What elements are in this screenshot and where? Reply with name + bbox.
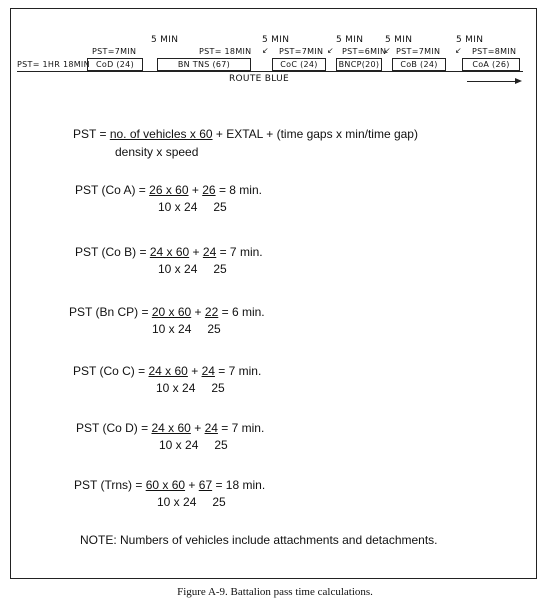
calc-den-extal: 25: [213, 262, 227, 276]
calc-lhs: PST (Bn CP) =: [69, 305, 149, 319]
unit-pst-label: PST= 18MIN: [199, 47, 252, 56]
calc-result: = 8 min.: [218, 183, 262, 197]
calc-numerator: 20 x 60: [151, 305, 192, 319]
formula-rest: + EXTAL + (time gaps x min/time gap): [215, 127, 418, 141]
total-pst-label: PST= 1HR 18MIN: [17, 60, 90, 69]
calc-result: = 7 min.: [221, 421, 265, 435]
calc-lhs: PST (Trns) =: [74, 478, 143, 492]
calc-extal: 67: [198, 478, 213, 492]
calc-den-extal: 25: [213, 200, 227, 214]
calc-plus: +: [191, 183, 199, 197]
calc-plus: +: [188, 478, 196, 492]
calc-den-main: 10 x 24: [159, 438, 199, 452]
note-text: NOTE: Numbers of vehicles include attachments and detachments.: [80, 533, 438, 547]
calc-plus: +: [191, 364, 199, 378]
gap-arrow-icon: ↙: [262, 46, 270, 55]
general-formula: [73, 127, 418, 141]
formula-numerator: no. of vehicles x 60: [109, 127, 213, 141]
direction-arrow-icon: [467, 81, 519, 82]
unit-pst-label: PST=7MIN: [279, 47, 324, 56]
calc-den-extal: 25: [211, 381, 225, 395]
calc-den-extal: 25: [207, 322, 221, 336]
calc-row: [75, 183, 262, 197]
calc-extal: 24: [202, 245, 217, 259]
unit-box-co-d: CoD (24): [87, 58, 143, 71]
calc-extal: 22: [204, 305, 219, 319]
calc-plus: +: [194, 305, 202, 319]
calc-lhs: PST (Co C) =: [73, 364, 146, 378]
calc-row: [76, 421, 264, 435]
formula-denominator: density x speed: [115, 145, 199, 159]
gap-label: 5 MIN: [456, 35, 484, 45]
calc-row: [69, 305, 265, 319]
calc-denominator: [159, 438, 228, 452]
calc-den-main: 10 x 24: [156, 381, 196, 395]
calc-numerator: 24 x 60: [149, 245, 190, 259]
calc-extal: 26: [202, 183, 216, 197]
unit-box-co-c: CoC (24): [272, 58, 326, 71]
route-diagram: [0, 0, 550, 110]
calc-result: = 18 min.: [215, 478, 266, 492]
calc-den-main: 10 x 24: [158, 200, 198, 214]
calc-row: [74, 478, 265, 492]
calc-lhs: PST (Co D) =: [76, 421, 149, 435]
unit-pst-label: PST=7MIN: [92, 47, 137, 56]
arrow-head-icon: [515, 78, 522, 84]
calc-result: = 7 min.: [219, 245, 263, 259]
calc-plus: +: [194, 421, 202, 435]
calc-result: = 7 min.: [218, 364, 262, 378]
calc-numerator: 26 x 60: [149, 183, 189, 197]
unit-box-co-b: CoB (24): [392, 58, 446, 71]
calc-result: = 6 min.: [221, 305, 265, 319]
unit-pst-label: PST=6MIN: [342, 47, 387, 56]
unit-box-bn-cp: BNCP(20): [336, 58, 382, 71]
gap-arrow-icon: ↙: [384, 46, 392, 55]
calc-numerator: 24 x 60: [151, 421, 191, 435]
calc-numerator: 60 x 60: [145, 478, 186, 492]
unit-box-bn-trns: BN TNS (67): [157, 58, 251, 71]
calc-lhs: PST (Co A) =: [75, 183, 146, 197]
calc-lhs: PST (Co B) =: [75, 245, 147, 259]
gap-label: 5 MIN: [336, 35, 364, 45]
calc-den-main: 10 x 24: [152, 322, 192, 336]
calc-extal: 24: [204, 421, 218, 435]
calc-extal: 24: [201, 364, 215, 378]
gap-arrow-icon: ↙: [327, 46, 335, 55]
calc-denominator: [158, 200, 227, 214]
calc-numerator: 24 x 60: [148, 364, 188, 378]
route-line: [17, 71, 523, 72]
formula-lhs: PST =: [73, 127, 107, 141]
calc-plus: +: [192, 245, 200, 259]
calc-denominator: [158, 262, 227, 276]
calc-den-extal: 25: [214, 438, 228, 452]
gap-label: 5 MIN: [151, 35, 179, 45]
unit-pst-label: PST=7MIN: [396, 47, 441, 56]
calc-denominator: [156, 381, 225, 395]
calc-den-main: 10 x 24: [158, 262, 198, 276]
gap-label: 5 MIN: [262, 35, 290, 45]
calc-den-main: 10 x 24: [157, 495, 197, 509]
unit-pst-label: PST=8MIN: [472, 47, 517, 56]
calc-row: [73, 364, 261, 378]
unit-box-co-a: CoA (26): [462, 58, 520, 71]
gap-arrow-icon: ↙: [455, 46, 463, 55]
calc-row: [75, 245, 263, 259]
calc-denominator: [157, 495, 226, 509]
calc-den-extal: 25: [212, 495, 226, 509]
figure-caption: Figure A-9. Battalion pass time calculations.: [177, 586, 373, 598]
route-label: ROUTE BLUE: [229, 74, 289, 84]
gap-label: 5 MIN: [385, 35, 413, 45]
calc-denominator: [152, 322, 221, 336]
